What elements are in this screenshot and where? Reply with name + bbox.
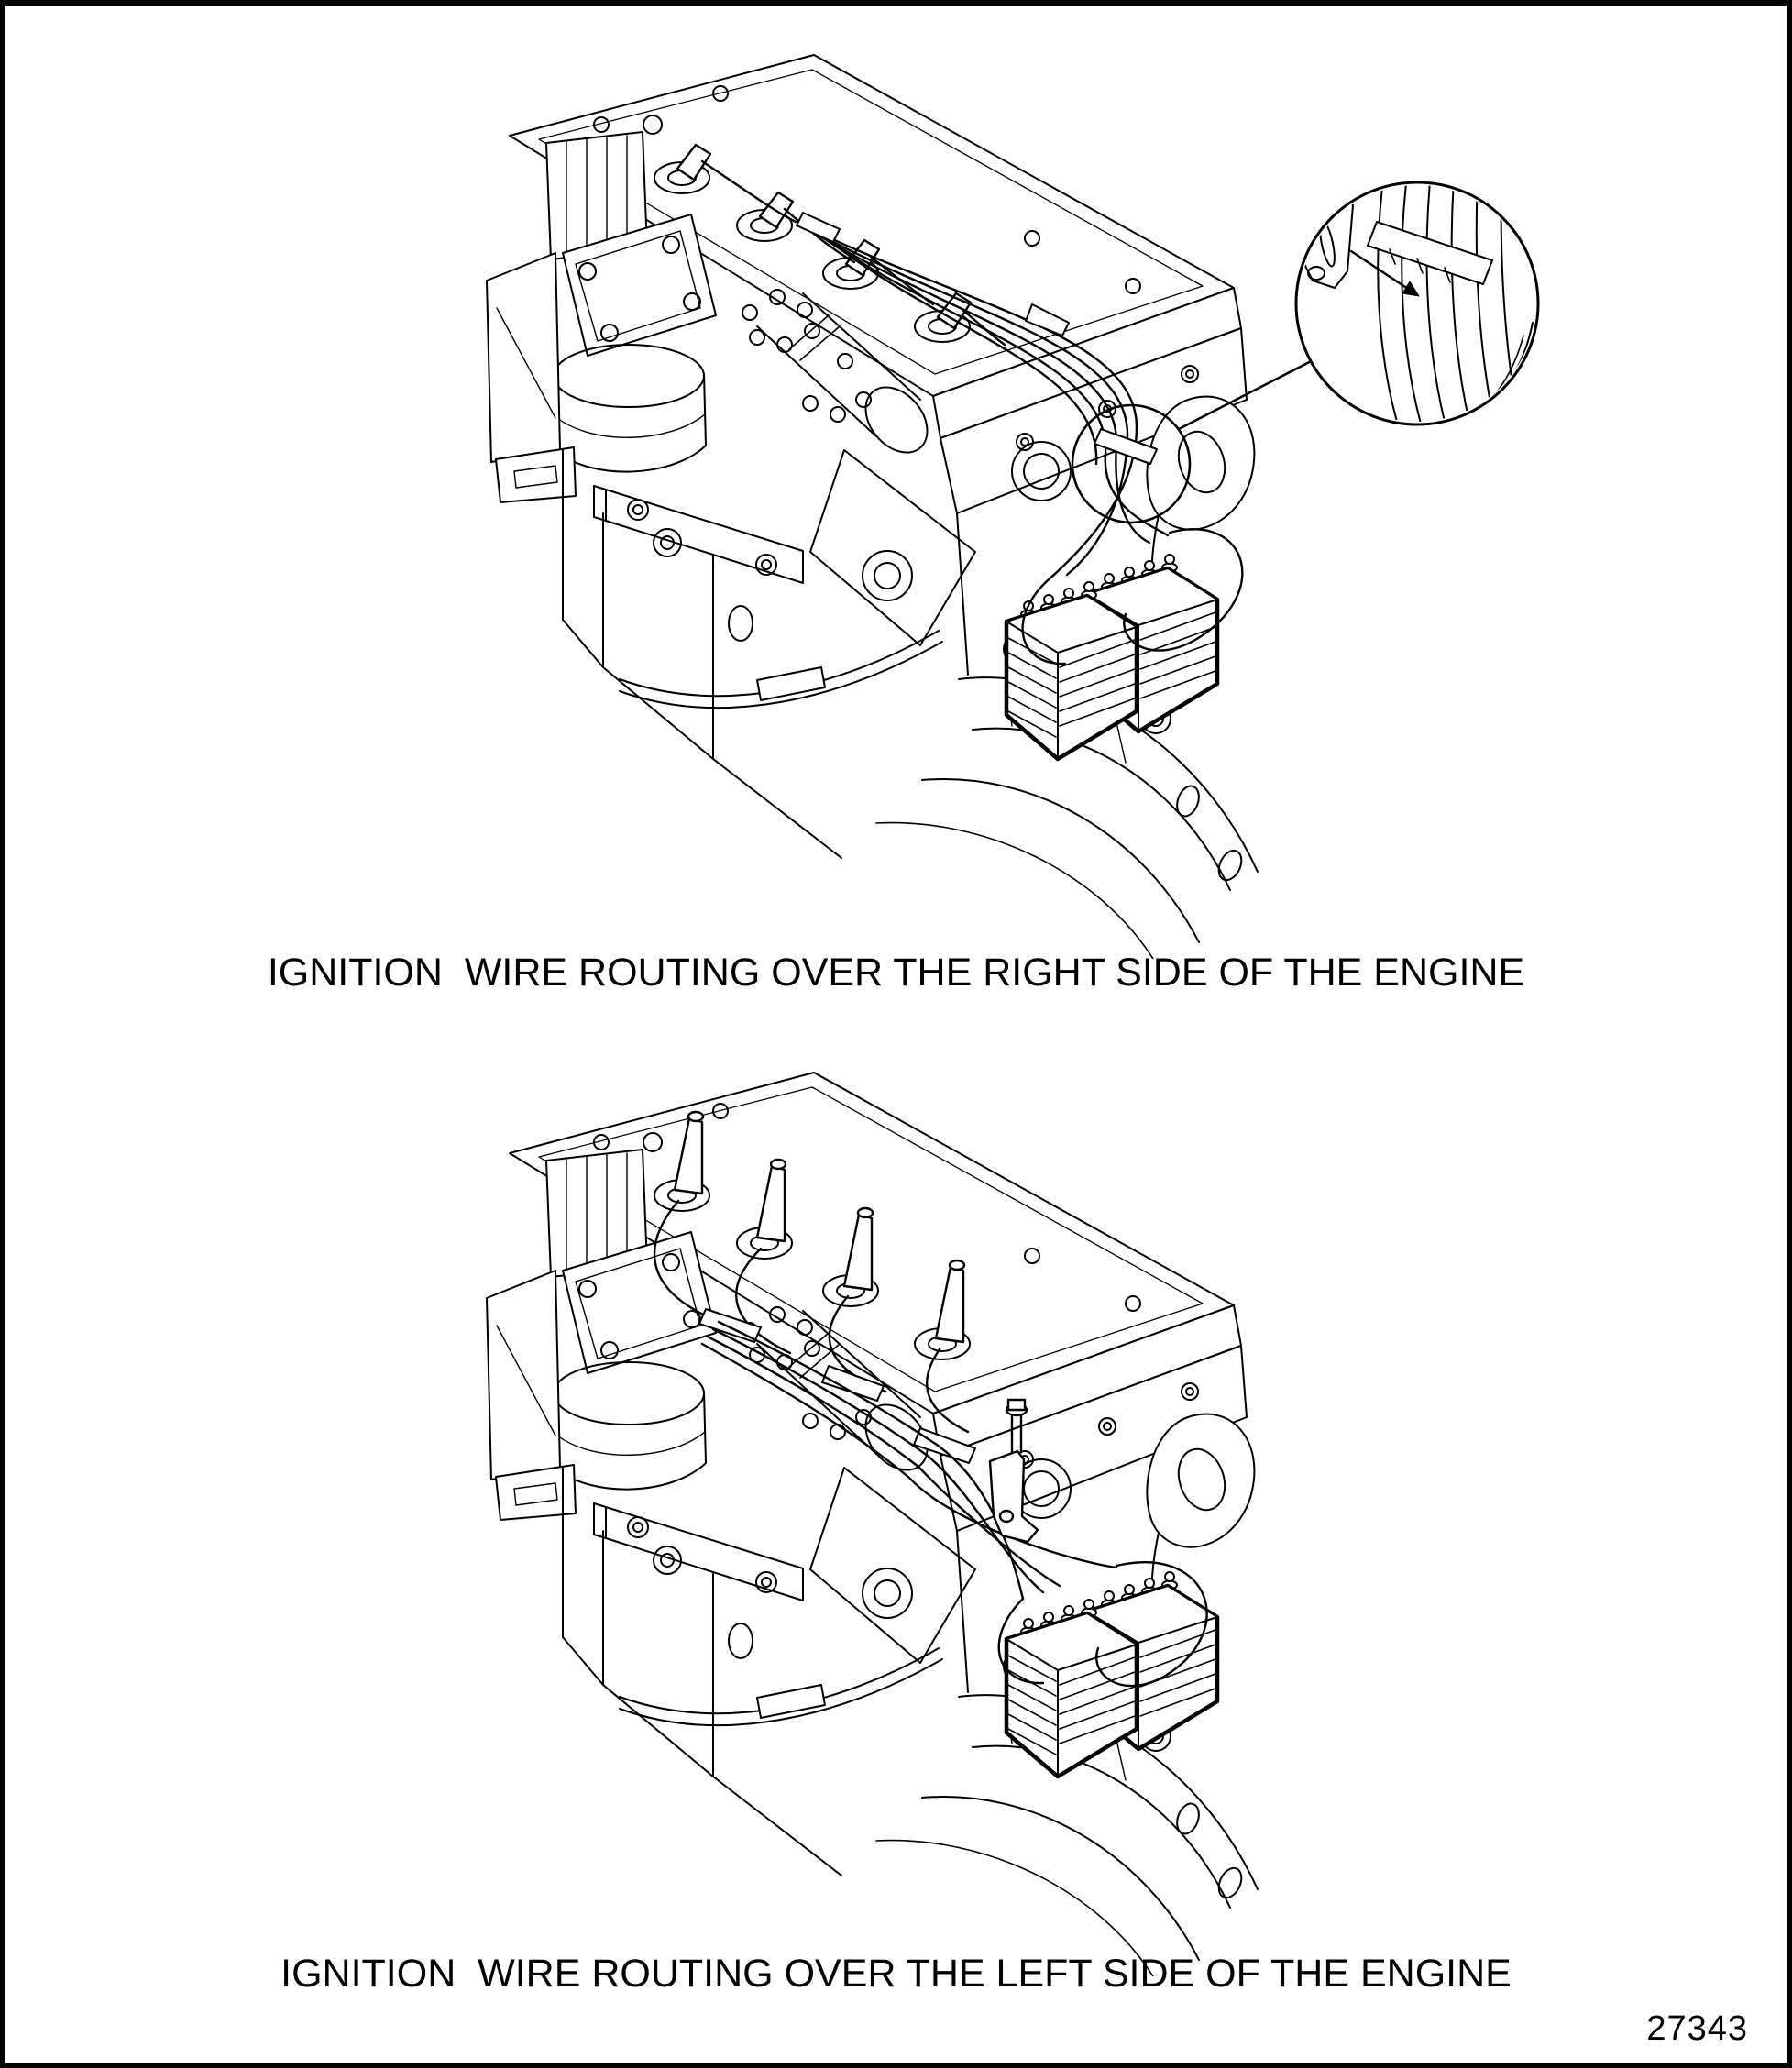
wire-retainer-clip [1302,196,1353,288]
engine-illustration-left-side-routing [326,1050,1316,1976]
figure-number: 27343 [1646,2009,1748,2048]
figure-caption-left-side: IGNITION WIRE ROUTING OVER THE LEFT SIDE OF THE ENGINE [280,1952,1512,1996]
figure-caption-right-side: IGNITION WIRE ROUTING OVER THE RIGHT SIDE OF THE ENGINE [267,951,1525,995]
engine-illustration-right-side-routing [326,33,1545,959]
callout-detail-circle [1296,182,1538,424]
